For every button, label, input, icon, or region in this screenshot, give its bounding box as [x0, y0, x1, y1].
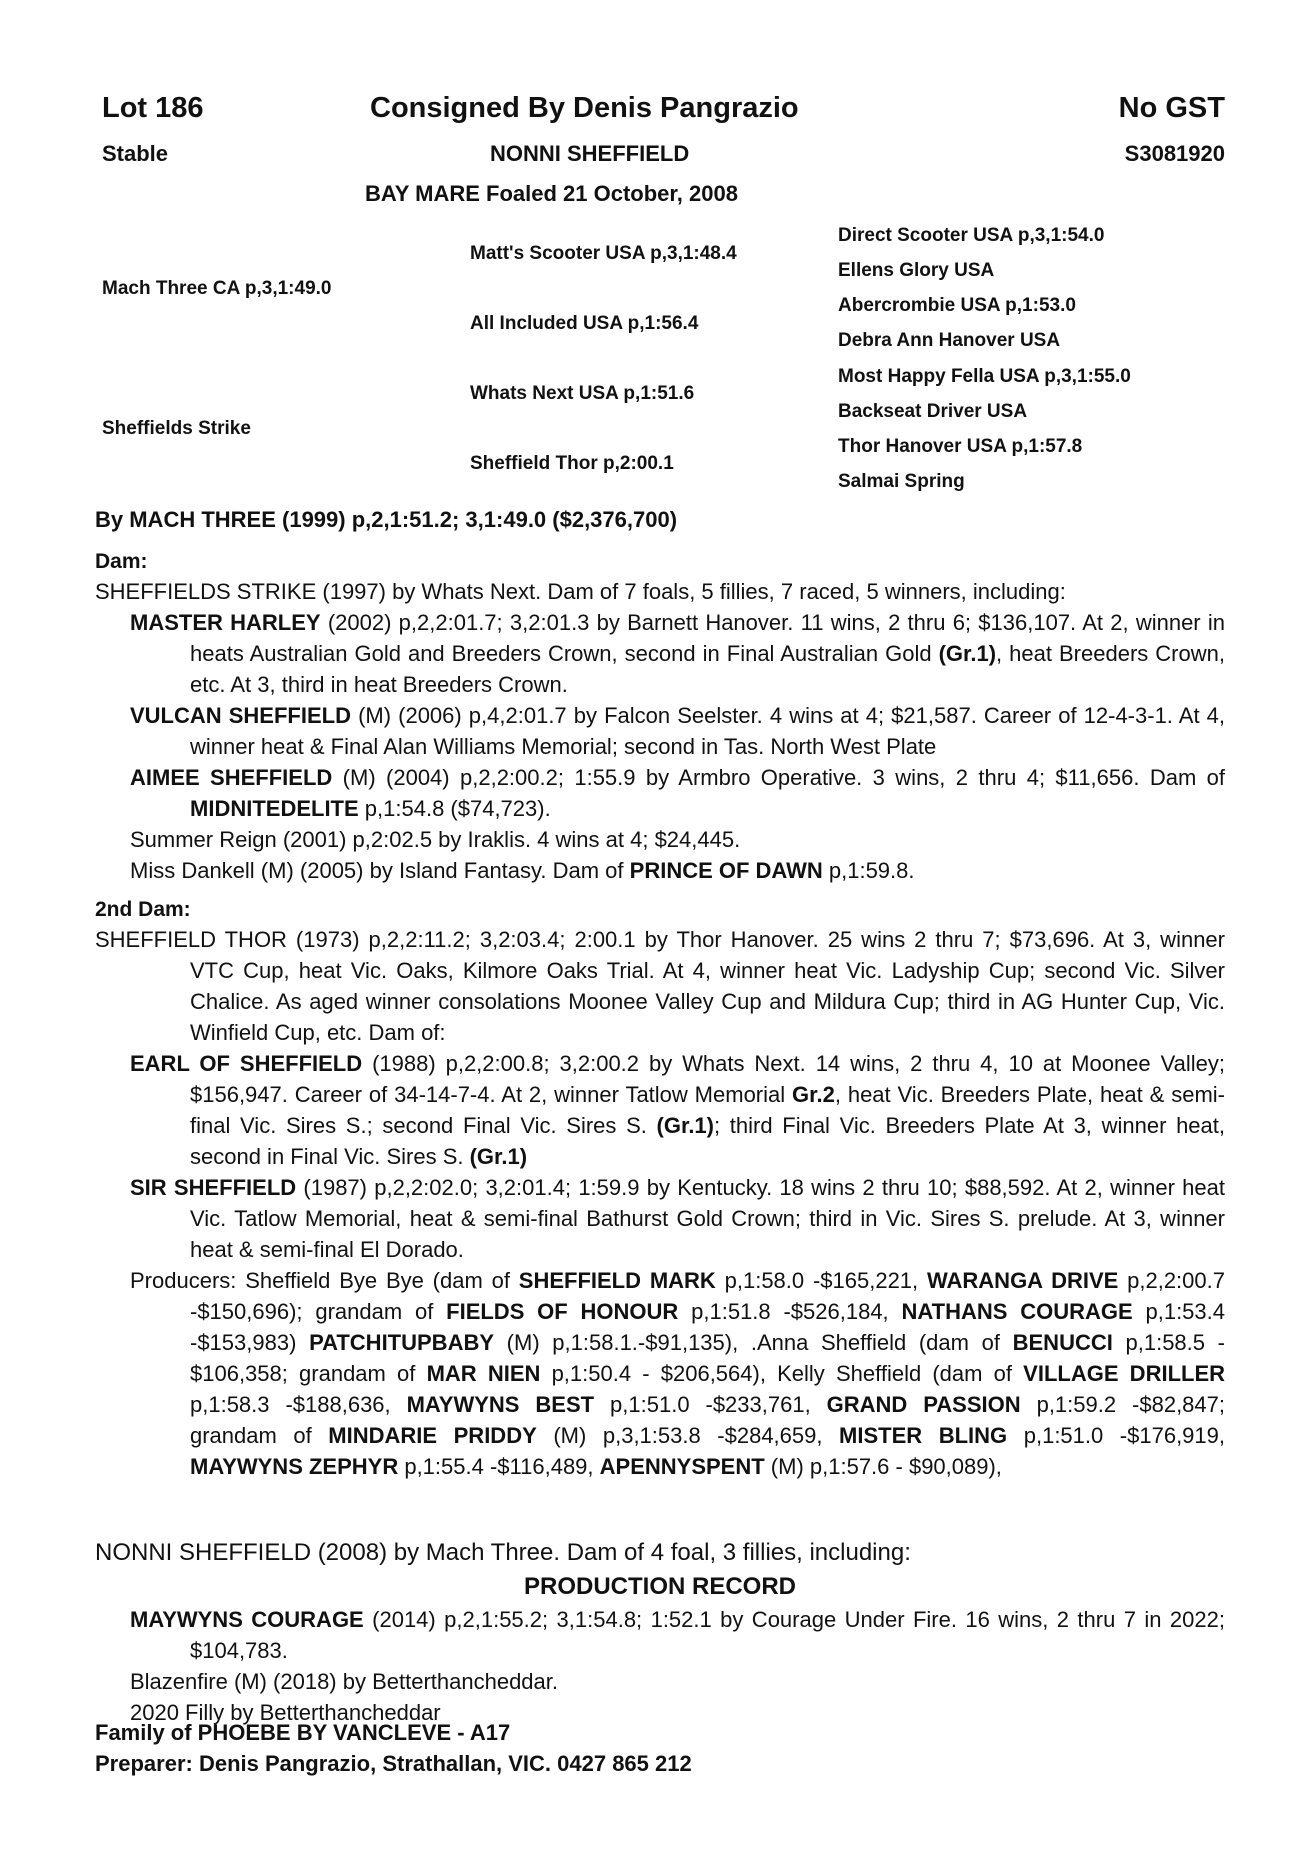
dam-progeny-entry: MASTER HARLEY (2002) p,2,2:01.7; 3,2:01.3 by Barnett Hanover. 11 wins, 2 thru 6; $136,107. At 2, winner in heats Australian Gold and Breeders Crown, second in Final Australian Gold (Gr.1), heat Breeders Crown, etc. At 3, third in heat Breeders Crown.	[130, 610, 1225, 697]
pedigree-sire: Mach Three CA p,3,1:49.0	[102, 278, 332, 299]
pedigree-gen3: Salmai Spring	[838, 471, 965, 492]
pedigree-gen3: Backseat Driver USA	[838, 401, 1028, 422]
pedigree-gen2: All Included USA p,1:56.4	[470, 313, 699, 334]
pedigree-gen2: Whats Next USA p,1:51.6	[470, 383, 695, 404]
progeny-name: EARL OF SHEFFIELD	[130, 1051, 363, 1076]
pedigree-gen3: Ellens Glory USA	[838, 260, 995, 281]
production-entry: Blazenfire (M) (2018) by Betterthancheddar.	[130, 1669, 559, 1694]
gst-status: No GST	[1118, 92, 1225, 124]
pedigree-gen2: Matt's Scooter USA p,3,1:48.4	[470, 243, 737, 264]
pedigree-gen3: Abercrombie USA p,1:53.0	[838, 295, 1076, 316]
second-dam-progeny-entry: EARL OF SHEFFIELD (1988) p,2,2:00.8; 3,2:00.2 by Whats Next. 14 wins, 2 thru 4, 10 at Moonee Valley; $156,947. Career of 34-14-7-4. At 2, winner Tatlow Memorial Gr.2, heat Vic. Breeders Plate, heat & semi-final Vic. Sires S.; second Final Vic. Sires S. (Gr.1); third Final Vic. Breeders Plate At 3, winner heat, second in Final Vic. Sires S. (Gr.1)	[130, 1051, 1225, 1169]
pedigree-gen3: Debra Ann Hanover USA	[838, 330, 1061, 351]
second-dam-heading: 2nd Dam:	[95, 898, 191, 921]
preparer-line: Preparer: Denis Pangrazio, Strathallan, VIC. 0427 865 212	[95, 1751, 692, 1776]
registration-id: S3081920	[1124, 141, 1225, 166]
progeny-name: VULCAN SHEFFIELD	[130, 703, 351, 728]
lot-number: Lot 186	[102, 92, 204, 124]
production-entry: 2020 Filly by Betterthancheddar	[130, 1700, 441, 1725]
dam-section	[95, 576, 1225, 886]
pedigree-gen2: Sheffield Thor p,2:00.1	[470, 453, 674, 474]
progeny-name: AIMEE SHEFFIELD	[130, 765, 333, 790]
progeny-name: MASTER HARLEY	[130, 610, 321, 635]
production-entry: MAYWYNS COURAGE (2014) p,2,1:55.2; 3,1:54.8; 1:52.1 by Courage Under Fire. 16 wins, 2 thru 7 in 2022; $104,783.	[130, 1607, 1225, 1663]
horse-description: BAY MARE Foaled 21 October, 2008	[365, 181, 738, 206]
dam-progeny-entry: Miss Dankell (M) (2005) by Island Fantasy. Dam of PRINCE OF DAWN p,1:59.8.	[130, 858, 915, 883]
pedigree-dam: Sheffields Strike	[102, 418, 251, 439]
horse-name: NONNI SHEFFIELD	[490, 141, 690, 166]
dam-progeny-entry: Summer Reign (2001) p,2:02.5 by Iraklis. 4 wins at 4; $24,445.	[130, 827, 741, 852]
pedigree-gen3: Thor Hanover USA p,1:57.8	[838, 436, 1083, 457]
pedigree-gen3: Direct Scooter USA p,3,1:54.0	[838, 225, 1105, 246]
second-dam-section	[95, 924, 1225, 1482]
producers-paragraph: Producers: Sheffield Bye Bye (dam of SHEFFIELD MARK p,1:58.0 -$165,221, WARANGA DRIVE p,2,2:00.7 -$150,696); grandam of FIELDS OF HONOUR p,1:51.8 -$526,184, NATHANS COURAGE p,1:53.4 -$153,983) PATCHITUPBABY (M) p,1:58.1.-$91,135), .Anna Sheffield (dam of BENUCCI p,1:58.5 - $106,358; grandam of MAR NIEN p,1:50.4 - $206,564), Kelly Sheffield (dam of VILLAGE DRILLER p,1:58.3 -$188,636, MAYWYNS BEST p,1:51.0 -$233,761, GRAND PASSION p,1:59.2 -$82,847; grandam of MINDARIE PRIDDY (M) p,3,1:53.8 -$284,659, MISTER BLING p,1:51.0 -$176,919, MAYWYNS ZEPHYR p,1:55.4 -$116,489, APENNYSPENT (M) p,1:57.6 - $90,089),	[130, 1268, 1226, 1479]
production-heading: PRODUCTION RECORD	[523, 1573, 796, 1600]
family-line: Family of PHOEBE BY VANCLEVE - A17	[95, 1720, 511, 1745]
progeny-name: MAYWYNS COURAGE	[130, 1607, 364, 1632]
pedigree-gen3: Most Happy Fella USA p,3,1:55.0	[838, 366, 1131, 387]
second-dam-progeny-entry: SIR SHEFFIELD (1987) p,2,2:02.0; 3,2:01.4; 1:59.9 by Kentucky. 18 wins 2 thru 10; $88,592. At 2, winner heat Vic. Tatlow Memorial, heat & semi-final Bathurst Gold Crown; third in Vic. Sires S. prelude. At 3, winner heat & semi-final El Dorado.	[130, 1175, 1225, 1262]
consigned-by: Consigned By Denis Pangrazio	[370, 92, 799, 124]
production-intro: NONNI SHEFFIELD (2008) by Mach Three. Dam of 4 foal, 3 fillies, including:	[95, 1539, 911, 1566]
dam-progeny-entry: VULCAN SHEFFIELD (M) (2006) p,4,2:01.7 by Falcon Seelster. 4 wins at 4; $21,587. Career of 12-4-3-1. At 4, winner heat & Final Alan Williams Memorial; second in Tas. North West Plate	[130, 703, 1226, 759]
stable-label: Stable	[102, 141, 169, 166]
dam-heading: Dam:	[95, 550, 148, 573]
sire-line: By MACH THREE (1999) p,2,1:51.2; 3,1:49.0 ($2,376,700)	[95, 507, 678, 532]
dam-intro: SHEFFIELDS STRIKE (1997) by Whats Next. Dam of 7 foals, 5 fillies, 7 raced, 5 winners, including:	[95, 579, 1066, 604]
dam-progeny-entry: AIMEE SHEFFIELD (M) (2004) p,2,2:00.2; 1:55.9 by Armbro Operative. 3 wins, 2 thru 4; $11,656. Dam of MIDNITEDELITE p,1:54.8 ($74,723).	[130, 765, 1225, 821]
second-dam-intro: SHEFFIELD THOR (1973) p,2,2:11.2; 3,2:03.4; 2:00.1 by Thor Hanover. 25 wins 2 thru 7; $73,696. At 3, winner VTC Cup, heat Vic. Oaks, Kilmore Oaks Trial. At 4, winner heat Vic. Ladyship Cup; second Vic. Silver Chalice. As aged winner consolations Moonee Valley Cup and Mildura Cup; third in AG Hunter Cup, Vic. Winfield Cup, etc. Dam of:	[95, 927, 1225, 1045]
production-section	[95, 1536, 1225, 1728]
progeny-name: SIR SHEFFIELD	[130, 1175, 297, 1200]
